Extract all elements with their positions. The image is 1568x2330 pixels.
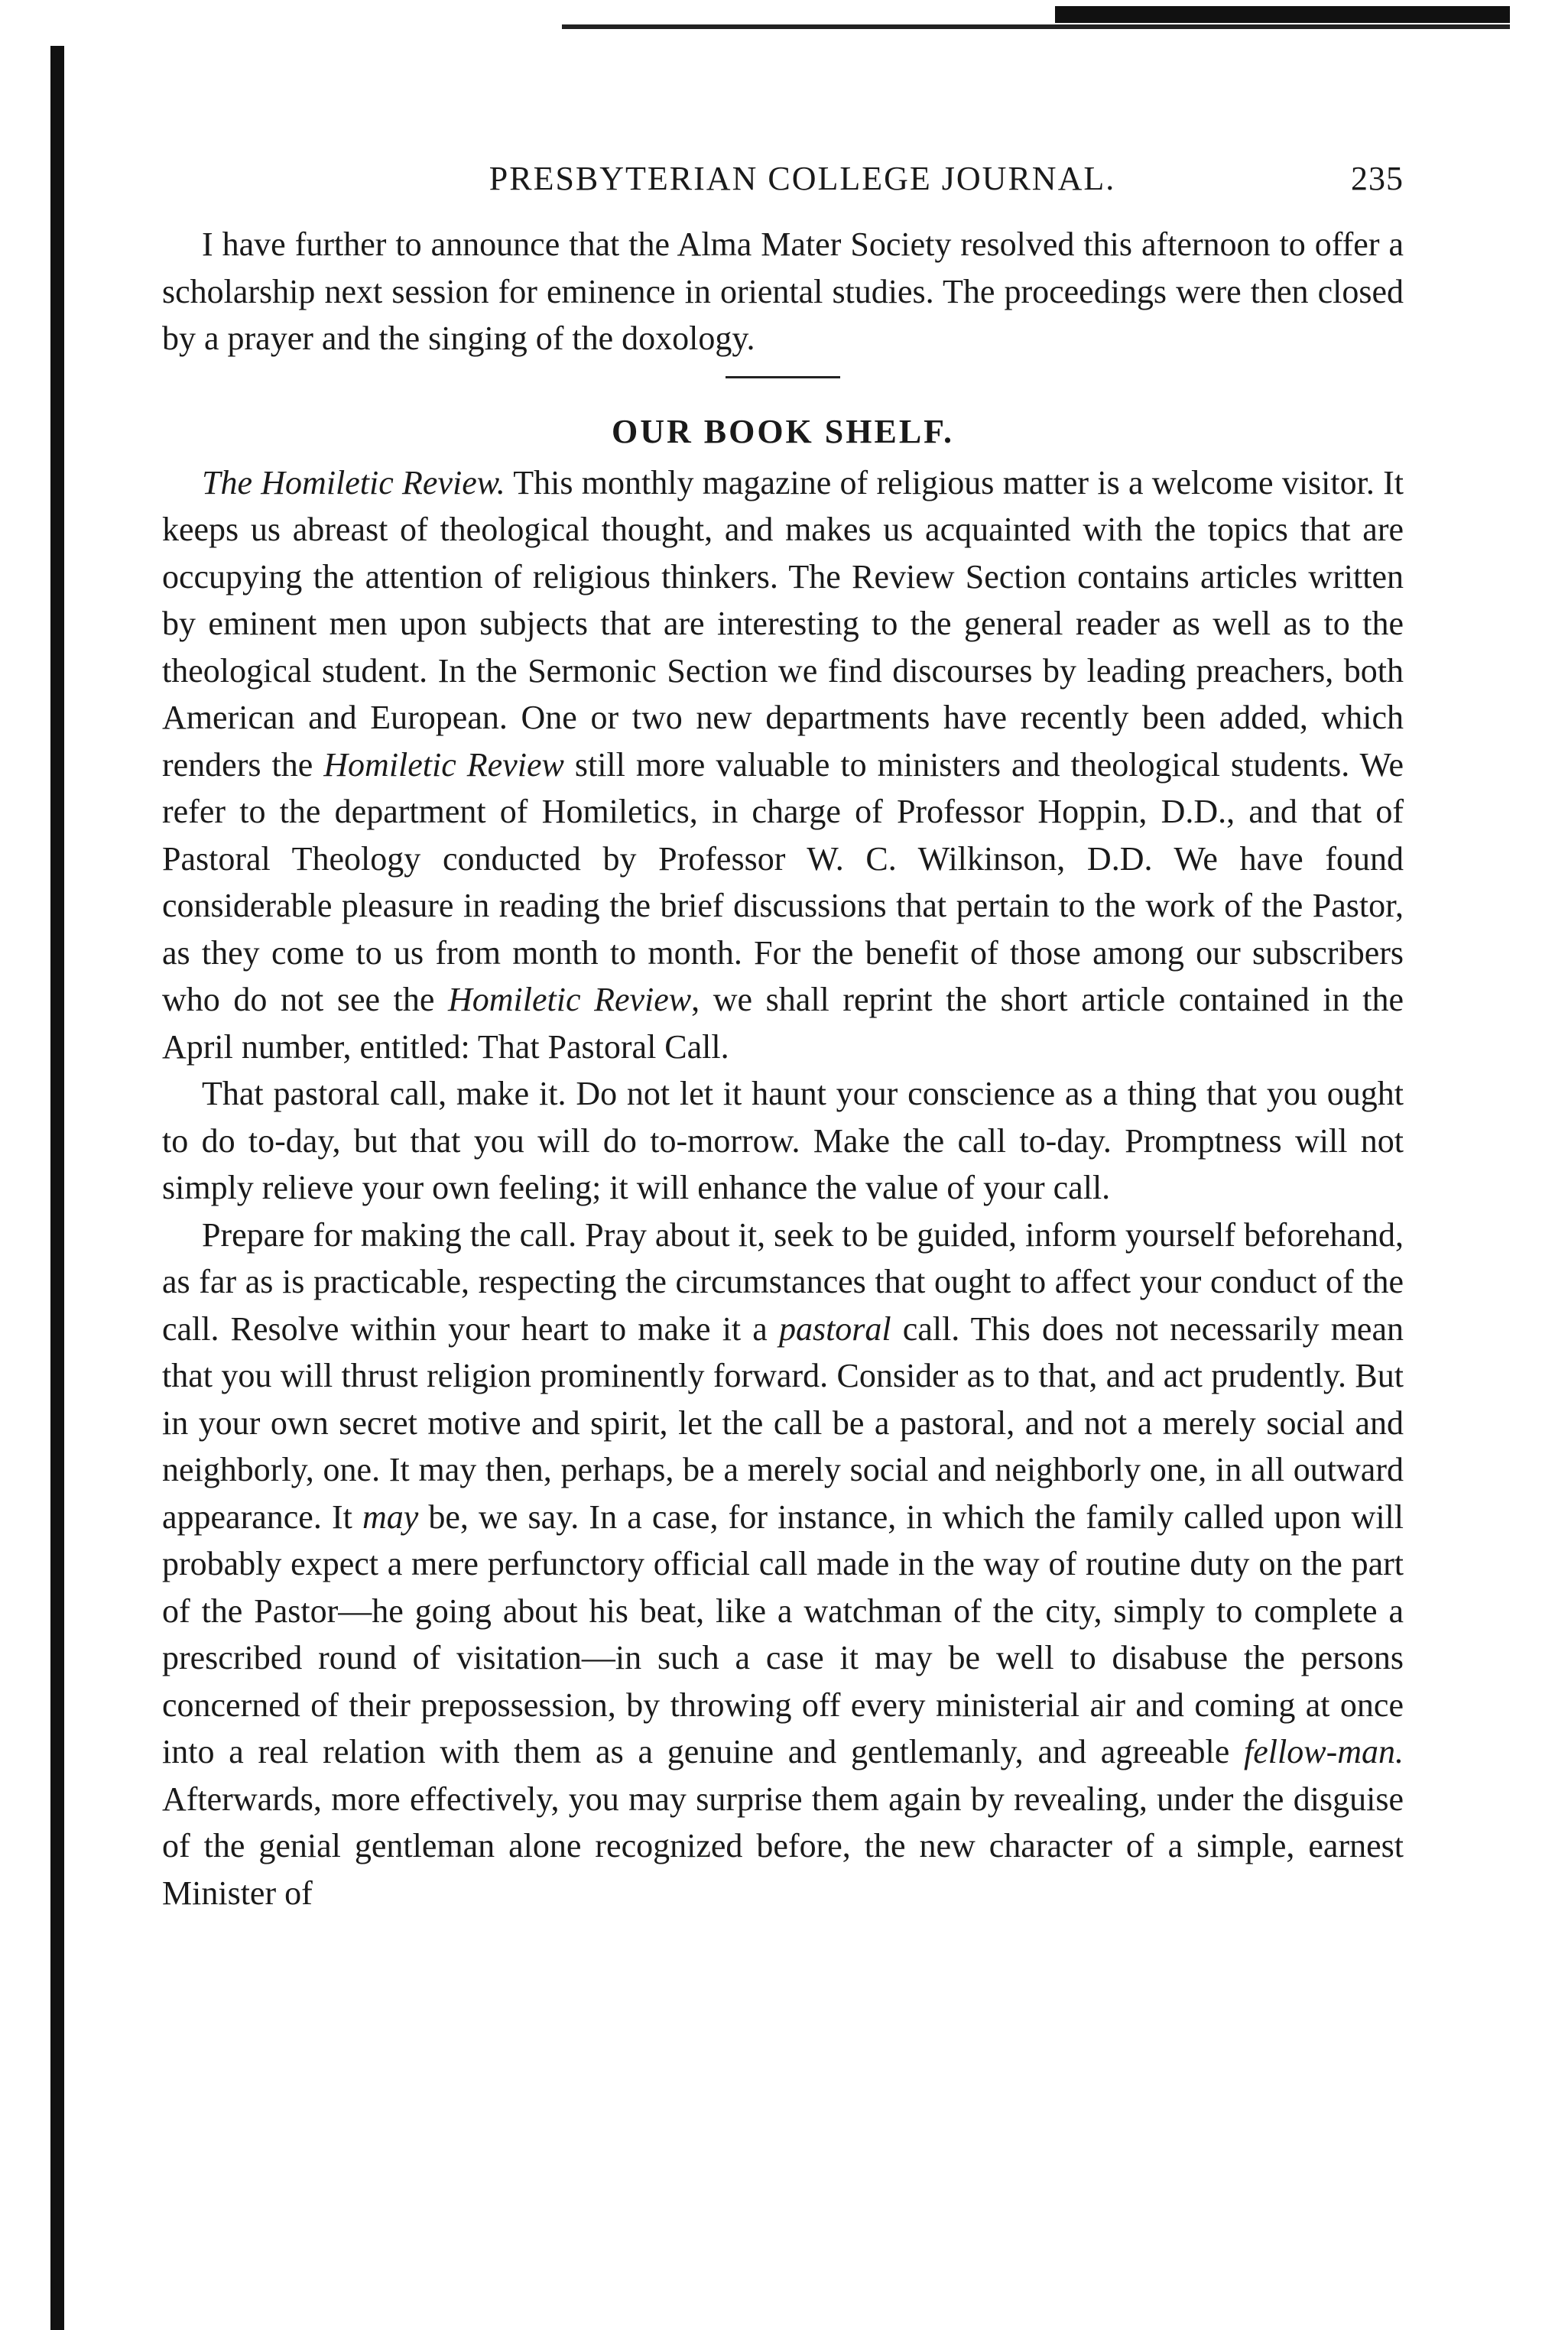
emphasis-may: may xyxy=(362,1498,419,1536)
binding-edge-rule xyxy=(50,46,64,2330)
article-paragraph-1: That pastoral call, make it. Do not let it haunt your conscience as a thing that you ought to do to-day, but that you will do to-morrow. Make the call to-day. Promptness will not simply relieve your own feeling; it will enhance the value of your call. xyxy=(162,1075,1404,1206)
review-text-a: This monthly magazine of religious matter is a welcome visitor. It keeps us abreast of theological thought, and makes us acquainted with the topics that are occupying the attention of religious thinkers. The Review Section contains articles written by eminent men upon subjects that are interesting to the general reader as well as to the theological student. In the Sermonic Section we find discourses by leading preachers, both American and European. One or two new departments have recently been added, which renders the xyxy=(162,463,1404,784)
review-title-inline-1: Homiletic Review xyxy=(323,745,564,784)
top-edge-rule-thin xyxy=(562,24,1510,29)
review-text-c: , we shall reprint the short article contained in the April number, entitled: That Pastoral Call. xyxy=(162,981,1404,1066)
article-text-b: call. This does not necessarily mean that you will thrust religion prominently forward. Consider as to that, and act prudently. But in your own secret motive and spirit, let the call be a pastoral, and not a merely social and neighborly, one. It may then, perhaps, be a merely social and neighborly one, in all outward appearance. It xyxy=(162,1309,1404,1536)
page-body xyxy=(162,159,1404,1916)
review-text-b: still more valuable to ministers and theological students. We refer to the department of Homiletics, in charge of Professor Hoppin, D.D., and that of Pastoral Theology conducted by Professor W. C. Wilkinson, D.D. We have found considerable pleasure in reading the brief discussions that pertain to the work of the Pastor, as they come to us from month to month. For the benefit of those among our subscribers who do not see the xyxy=(162,745,1404,1018)
review-title-inline-2: Homiletic Review xyxy=(447,981,692,1018)
emphasis-pastoral: pastoral xyxy=(778,1309,891,1348)
section-heading: OUR BOOK SHELF. xyxy=(611,412,955,450)
section-separator xyxy=(726,376,840,378)
running-head xyxy=(162,159,1404,198)
emphasis-fellow-man: fellow-man. xyxy=(1244,1733,1404,1770)
page-number: 235 xyxy=(1351,160,1404,197)
top-edge-rule-thick xyxy=(1055,6,1510,23)
article-text-c: be, we say. In a case, for instance, in which the family called upon will probably expect a mere perfunctory official call made in the way of routine duty on the part of the Pastor—he going about his beat, like a watchman of the city, simply to complete a prescribed round of visitation—in such a case it may be well to disabuse the persons concerned of their prepossession, by throwing off every ministerial air and coming at once into a real relation with them as a genuine and gentlemanly, and agreeable xyxy=(162,1498,1404,1770)
journal-title: PRESBYTERIAN COLLEGE JOURNAL. xyxy=(489,160,1116,197)
article-text-d: Afterwards, more effectively, you may surprise them again by revealing, under the disguise of the genial gentleman alone recognized before, the new character of a simple, earnest Minister of xyxy=(162,1780,1404,1912)
announcement-paragraph: I have further to announce that the Alma Mater Society resolved this afternoon to offer a scholarship next session for eminence in oriental studies. The proceedings were then closed by a prayer and the singing of the doxology. xyxy=(162,226,1404,357)
review-title: The Homiletic Review. xyxy=(202,463,505,501)
review-paragraph xyxy=(162,459,1404,1071)
article-paragraph-2 xyxy=(162,1212,1404,1917)
article-text-a: Prepare for making the call. Pray about it, seek to be guided, inform yourself beforehand, as far as is practicable, respecting the circumstances that ought to affect your conduct of the call. Resolve within your heart to make it a xyxy=(162,1215,1404,1348)
